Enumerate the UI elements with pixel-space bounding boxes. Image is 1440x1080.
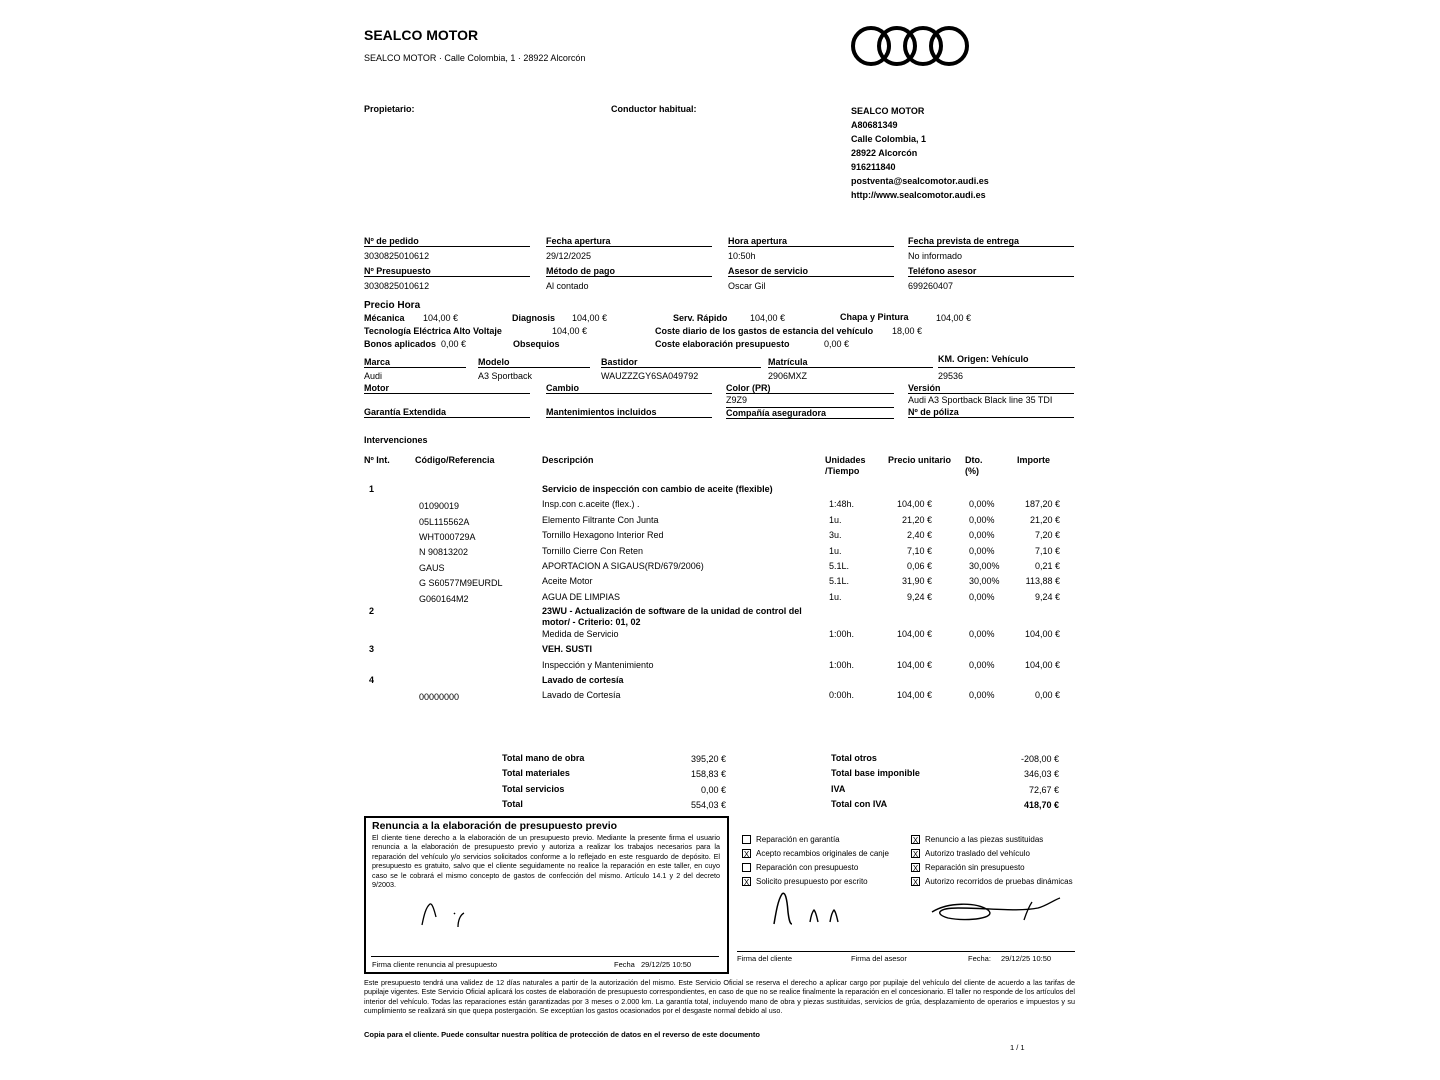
owner-label: Propietario: [364,104,415,114]
row-code: G S60577M9EURDL [419,578,503,588]
advisor-sign-label: Firma del asesor [851,954,907,963]
col-units-header [825,455,866,477]
row-units: 5.1L. [829,561,850,571]
row2-price: 104,00 € [896,629,932,639]
checkbox-box[interactable]: X [743,878,750,888]
checkbox-box[interactable]: X [912,836,919,846]
row4-num: 4 [369,675,375,685]
rate-chapa-label: Chapa y Pintura [840,312,909,322]
row3-desc: Inspección y Mantenimiento [542,660,654,670]
checkbox-label: Renuncio a las piezas sustituidas [925,835,1044,844]
row2-num: 2 [369,606,375,616]
row-desc: AGUA DE LIMPIAS [542,592,621,602]
row-desc: Insp.con c.aceite (flex.) . [542,499,640,509]
row2-amount: 104,00 € [1024,629,1060,639]
page-number: 1 / 1 [1010,1043,1025,1052]
advisor-value: Oscar Gil [728,281,766,291]
rate-mecanica: 104,00 € [423,313,459,323]
model-value: A3 Sportback [478,371,533,381]
row-code: N 90813202 [419,547,469,557]
vin-value: WAUZZZGY6SA049792 [601,371,699,381]
waiver-date-label: Fecha [614,960,635,969]
row3-dto: 0,00% [969,660,995,670]
row4-units: 0:00h. [829,690,855,700]
sign-date-label: Fecha: [968,954,991,963]
row-units: 5.1L. [829,576,850,586]
waiver-box [364,816,729,974]
row-desc: Aceite Motor [542,576,593,586]
rate-estancia-label: Coste diario de los gastos de estancia del vehículo [655,326,874,336]
rate-mecanica-label: Mécanica [364,313,405,323]
checkbox-group-left [742,833,889,889]
row-units: 1u. [829,546,842,556]
total-others: -208,00 € [1020,754,1059,764]
total-label: Total [502,799,523,809]
rate-rapido-label: Serv. Rápido [673,313,728,323]
row2-title [542,606,802,628]
row2-units: 1:00h. [829,629,855,639]
row-price: 9,24 € [906,592,932,602]
checkbox-no-budget[interactable] [911,861,1073,875]
row-units: 1:48h. [829,499,855,509]
dealer-address: SEALCO MOTOR · Calle Colombia, 1 · 28922 Alcorcón [364,53,586,63]
client-sign-label: Firma del cliente [737,954,793,963]
row-code: 05L115562A [419,517,470,527]
row-amount: 9,24 € [1034,592,1060,602]
driver-label: Conductor habitual: [611,104,697,114]
row-num: 1 [369,484,375,494]
checkbox-label: Autorizo recorridos de pruebas dinámicas [925,877,1073,886]
waiver-date: 29/12/25 10:50 [641,960,692,969]
vin-label: Bastidor [601,357,761,368]
rates-title: Precio Hora [364,300,421,311]
legal-text: Este presupuesto tendrá una validez de 12 días naturales a partir de la autorización del mismo. Este Servicio Oficial se reserva el derecho a aplicar cargo por pupilaje del vehículo del cliente de acuerdo a las tarifas de pupilaje vigentes. Este Servicio Oficial aplicará los costes de elaboración de presupuesto correspondientes, en caso de que no se realice finalmente la reparación en el concesionario. El taller no responde de los artículos del interior del vehículo. Todas las reparaciones están garantizadas por 3 meses o 2.000 km. La garantía total, incluyendo mano de obra y piezas sustituidas, servicios de grúa, desplazamiento de operarios e impuestos y su cumplimiento se realizará sin que quepa postergación. Se exceptúan los gastos ocasionados por el desgaste normal debido al uso. [364,978,1075,1016]
row-desc: Servicio de inspección con cambio de aceite (flexible) [542,484,773,494]
row-code: G060164M2 [419,594,469,604]
row4-amount: 0,00 € [1034,690,1060,700]
phone-label: Teléfono asesor [908,266,1074,277]
col-code-header: Código/Referencia [415,455,495,465]
waiver-text: El cliente tiene derecho a la elaboración de un presupuesto previo. Mediante la presente firma el usuario renuncia a la elaboración de presupuesto previo y autoriza a realizar los trabajos necesarios para la reparación del vehículo y/o servicios solicitados conforme a lo reflejado en este resguardo de depósito. El presupuesto es gratuito, salvo que el cliente seguidamente no realice la reparación en este taller, en cuyo caso se le cobrará el mismo concepto de gastos de confección del mismo. Artículo 14.1 y 2 del decreto 9/2003. [372,833,720,890]
total-iva: 72,67 € [1028,785,1059,795]
waiver-signature [418,901,478,929]
km-value: 29536 [938,371,964,381]
row-amount: 113,88 € [1025,576,1060,586]
color-label: Color (PR) [726,383,894,394]
rate-estancia: 18,00 € [892,326,923,336]
policy-label: Nº de póliza [908,407,1074,418]
col-dto-header-line1: Dto. [965,455,983,465]
row4-dto: 0,00% [969,690,995,700]
model-label: Modelo [478,357,590,368]
dealer-block [851,104,989,202]
row2-desc: Medida de Servicio [542,629,619,639]
total-iva-label: IVA [831,784,846,794]
checkbox-with-budget[interactable] [742,861,889,875]
dealer-block-line: A80681349 [851,120,898,130]
col-desc-header: Descripción [542,455,594,465]
col-units-header-line1: Unidades [825,455,866,465]
rate-obsequios-label: Obsequios [513,339,560,349]
waiver-sign-label: Firma cliente renuncia al presupuesto [372,960,498,969]
audi-rings-logo [850,24,972,68]
row-desc: Tornillo Cierre Con Reten [542,546,644,556]
col-dto-header-line2: (%) [965,466,979,476]
sign-date: 29/12/25 10:50 [1001,954,1052,963]
rate-diagnosis-label: Diagnosis [512,313,556,323]
total-labor: 395,20 € [690,754,726,764]
row-price: 2,40 € [906,530,932,540]
row-amount: 0,21 € [1034,561,1060,571]
col-amount-header: Importe [1017,455,1051,465]
row-units: 1u. [829,592,842,602]
row-price: 21,20 € [901,515,932,525]
row-dto: 0,00% [969,592,995,602]
open-date: 29/12/2025 [546,251,592,261]
row-code: GAUS [419,563,445,573]
total-others-label: Total otros [831,753,877,763]
interventions-title: Intervenciones [364,435,428,445]
checkbox-test-drives[interactable] [911,875,1073,889]
warranty-label: Garantía Extendida [364,407,530,418]
row3-amount: 104,00 € [1024,660,1060,670]
checkbox-label: Reparación sin presupuesto [925,863,1025,872]
rate-chapa: 104,00 € [936,313,972,323]
row3-price: 104,00 € [896,660,932,670]
row-units: 1u. [829,515,842,525]
dealer-block-line: SEALCO MOTOR [851,106,925,116]
row-dto: 0,00% [969,515,995,525]
rate-elaboracion: 0,00 € [824,339,850,349]
total-labor-label: Total mano de obra [502,753,585,763]
insurer-label: Compañía aseguradora [726,407,894,419]
km-label: KM. Origen: Vehículo [938,354,1075,368]
col-units-header-line2: /Tiempo [825,466,860,476]
open-time-label: Hora apertura [728,236,894,247]
checkbox-box[interactable] [742,863,751,872]
advisor-label: Asesor de servicio [728,266,894,277]
row-amount: 7,10 € [1034,546,1060,556]
row-code: 01090019 [419,501,460,511]
dealer-name: SEALCO MOTOR [364,27,479,43]
dealer-block-line: postventa@sealcomotor.audi.es [851,176,989,186]
row-price: 31,90 € [901,576,932,586]
checkbox-box[interactable]: X [912,850,919,860]
row-price: 7,10 € [906,546,932,556]
row2-title-line2: motor/ - Criterio: 01, 02 [542,617,641,627]
row2-dto: 0,00% [969,629,995,639]
checkbox-guarantee[interactable] [742,833,889,847]
row-code: WHT000729A [419,532,476,542]
checkbox-label: Reparación en garantía [756,835,840,844]
col-price-header: Precio unitario [888,455,952,465]
row-desc: APORTACION A SIGAUS(RD/679/2006) [542,561,704,571]
col-dto-header [965,455,983,477]
row3-units: 1:00h. [829,660,855,670]
payment-value: Al contado [546,281,589,291]
row-units: 3u. [829,530,842,540]
total-services-label: Total servicios [502,784,565,794]
row-amount: 21,20 € [1029,515,1060,525]
color-value: Z9Z9 [726,395,748,405]
rate-rapido: 104,00 € [750,313,786,323]
total-value: 554,03 € [690,800,726,810]
order-no: 3030825010612 [364,251,430,261]
checkbox-box[interactable]: X [743,850,750,860]
plate-label: Matrícula [768,357,933,368]
delivery-value: No informado [908,251,963,261]
rate-electrica: 104,00 € [552,326,588,336]
copy-note: Copia para el cliente. Puede consultar nuestra política de protección de datos en el reverso de este documento [364,1030,760,1039]
brand-value: Audi [364,371,383,381]
waiver-title: Renuncia a la elaboración de presupuesto previo [372,820,618,832]
gearbox-label: Cambio [546,383,712,394]
row-dto: 0,00% [969,546,995,556]
phone-value: 699260407 [908,281,954,291]
total-services: 0,00 € [700,785,726,795]
col-num-header: Nº Int. [364,455,390,465]
engine-label: Motor [364,383,530,394]
plate-value: 2906MXZ [768,371,808,381]
rate-elaboracion-label: Coste elaboración presupuesto [655,339,790,349]
checkbox-label: Solicito presupuesto por escrito [756,877,868,886]
budget-no: 3030825010612 [364,281,430,291]
checkbox-label: Reparación con presupuesto [756,863,859,872]
row-amount: 187,20 € [1024,499,1060,509]
dealer-block-line: Calle Colombia, 1 [851,134,927,144]
dealer-block-line: 28922 Alcorcón [851,148,918,158]
brand-label: Marca [364,357,466,368]
budget-no-label: Nº Presupuesto [364,266,530,277]
checkbox-written-budget[interactable] [742,875,889,889]
version-label: Versión [908,383,1074,394]
maintenance-label: Mantenimientos incluidos [546,407,712,418]
total-with-iva: 418,70 € [1023,800,1059,810]
row-dto: 0,00% [969,530,995,540]
rate-diagnosis: 104,00 € [572,313,608,323]
checkbox-box[interactable] [742,835,751,844]
delivery-label: Fecha prevista de entrega [908,236,1074,247]
row4-price: 104,00 € [896,690,932,700]
total-base-label: Total base imponible [831,768,920,778]
checkbox-waive-parts[interactable] [911,833,1073,847]
row-price: 0,06 € [906,561,932,571]
checkbox-box[interactable]: X [912,864,919,874]
payment-label: Método de pago [546,266,712,277]
dealer-block-line: http://www.sealcomotor.audi.es [851,190,986,200]
dealer-block-line: 916211840 [851,162,896,172]
row-desc: Tornillo Hexagono Interior Red [542,530,664,540]
total-materials: 158,83 € [690,769,726,779]
row4-desc: Lavado de Cortesía [542,690,621,700]
checkbox-vehicle-transfer[interactable] [911,847,1073,861]
row-amount: 7,20 € [1034,530,1060,540]
row4-title: Lavado de cortesía [542,675,624,685]
row-dto: 30,00% [969,576,1000,586]
row-desc: Elemento Filtrante Con Junta [542,515,659,525]
version-value: Audi A3 Sportback Black line 35 TDI [908,395,1053,405]
row3-title: VEH. SUSTI [542,644,593,654]
checkbox-exchange-parts[interactable] [742,847,889,861]
row4-code: 00000000 [419,692,460,702]
advisor-signature [928,894,1062,926]
total-base: 346,03 € [1023,769,1059,779]
row2-title-line1: 23WU - Actualización de software de la unidad de control del [542,606,802,616]
row3-num: 3 [369,644,375,654]
checkbox-group-right [911,833,1073,889]
checkbox-label: Autorizo traslado del vehículo [925,849,1030,858]
open-time: 10:50h [728,251,756,261]
order-no-label: Nº de pedido [364,236,530,247]
row-dto: 30,00% [969,561,1000,571]
rate-electrica-label: Tecnología Eléctrica Alto Voltaje [364,326,502,336]
row-dto: 0,00% [969,499,995,509]
row-price: 104,00 € [896,499,932,509]
signature-line [737,951,1075,952]
rate-bonos: 0,00 € [441,339,467,349]
total-with-iva-label: Total con IVA [831,799,888,809]
waiver-sign-line [371,956,719,957]
checkbox-label: Acepto recambios originales de canje [756,849,889,858]
client-signature [770,888,850,928]
total-materials-label: Total materiales [502,768,570,778]
checkbox-box[interactable]: X [912,878,919,888]
rate-bonos-label: Bonos aplicados [364,339,437,349]
open-date-label: Fecha apertura [546,236,712,247]
